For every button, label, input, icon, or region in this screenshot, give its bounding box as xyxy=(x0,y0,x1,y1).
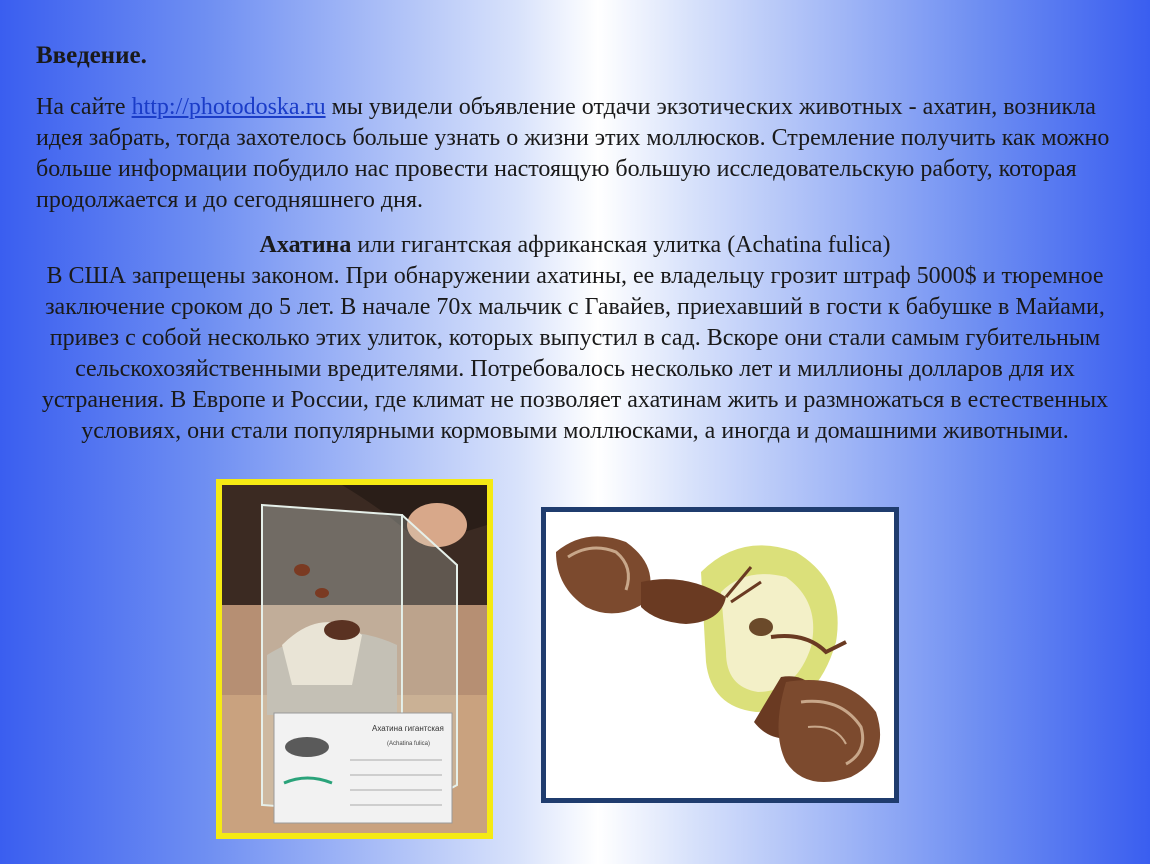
snails-apple-photo xyxy=(541,507,899,803)
terrarium-photo xyxy=(216,479,493,839)
snails-image xyxy=(546,512,894,798)
page-heading: Введение. xyxy=(36,42,147,69)
label-latin: (Achatina fulica) xyxy=(387,741,431,747)
intro-text: мы увидели объявление отдачи экзотических животных - ахатин, возникла идея забрать, тогда захотелось больше узнать о жизни этих моллюсков. Стремление получить как можно больше информации побудило нас провести настоящую большую исследовательскую работу, которая продолжается и до сегодняшнего дня. xyxy=(36,94,1110,213)
body-paragraph: В США запрещены законом. При обнаружении ахатины, ее владельцу грозит штраф 5000$ и тюремное заключение сроком до 5 лет. В начале 70х мальчик с Гавайев, приехавший в гости к бабушке в Майами, привез с собой несколько этих улиток, которых выпустил в сад. Вскоре они стали самым губительным сельскохозяйственными вредителями. Потребовалось несколько лет и миллионы долларов для их устранения. В Европе и России, где климат не позволяет ахатинам жить и размножаться в естественных условиях, они стали популярными кормовыми моллюсками, а иногда и домашними животными. xyxy=(41,263,1109,444)
species-subtitle: или гигантская африканская улитка (Achatina fulica) xyxy=(351,232,891,258)
label-title: Ахатина гигантская xyxy=(372,724,444,733)
species-line xyxy=(20,230,1130,261)
species-name: Ахатина xyxy=(259,232,352,258)
intro-prefix: На сайте xyxy=(36,94,132,120)
terrarium-image xyxy=(222,485,487,833)
photodoska-link[interactable]: http://photodoska.ru xyxy=(131,94,326,120)
intro-paragraph xyxy=(36,92,1116,216)
achatina-description xyxy=(20,230,1130,447)
